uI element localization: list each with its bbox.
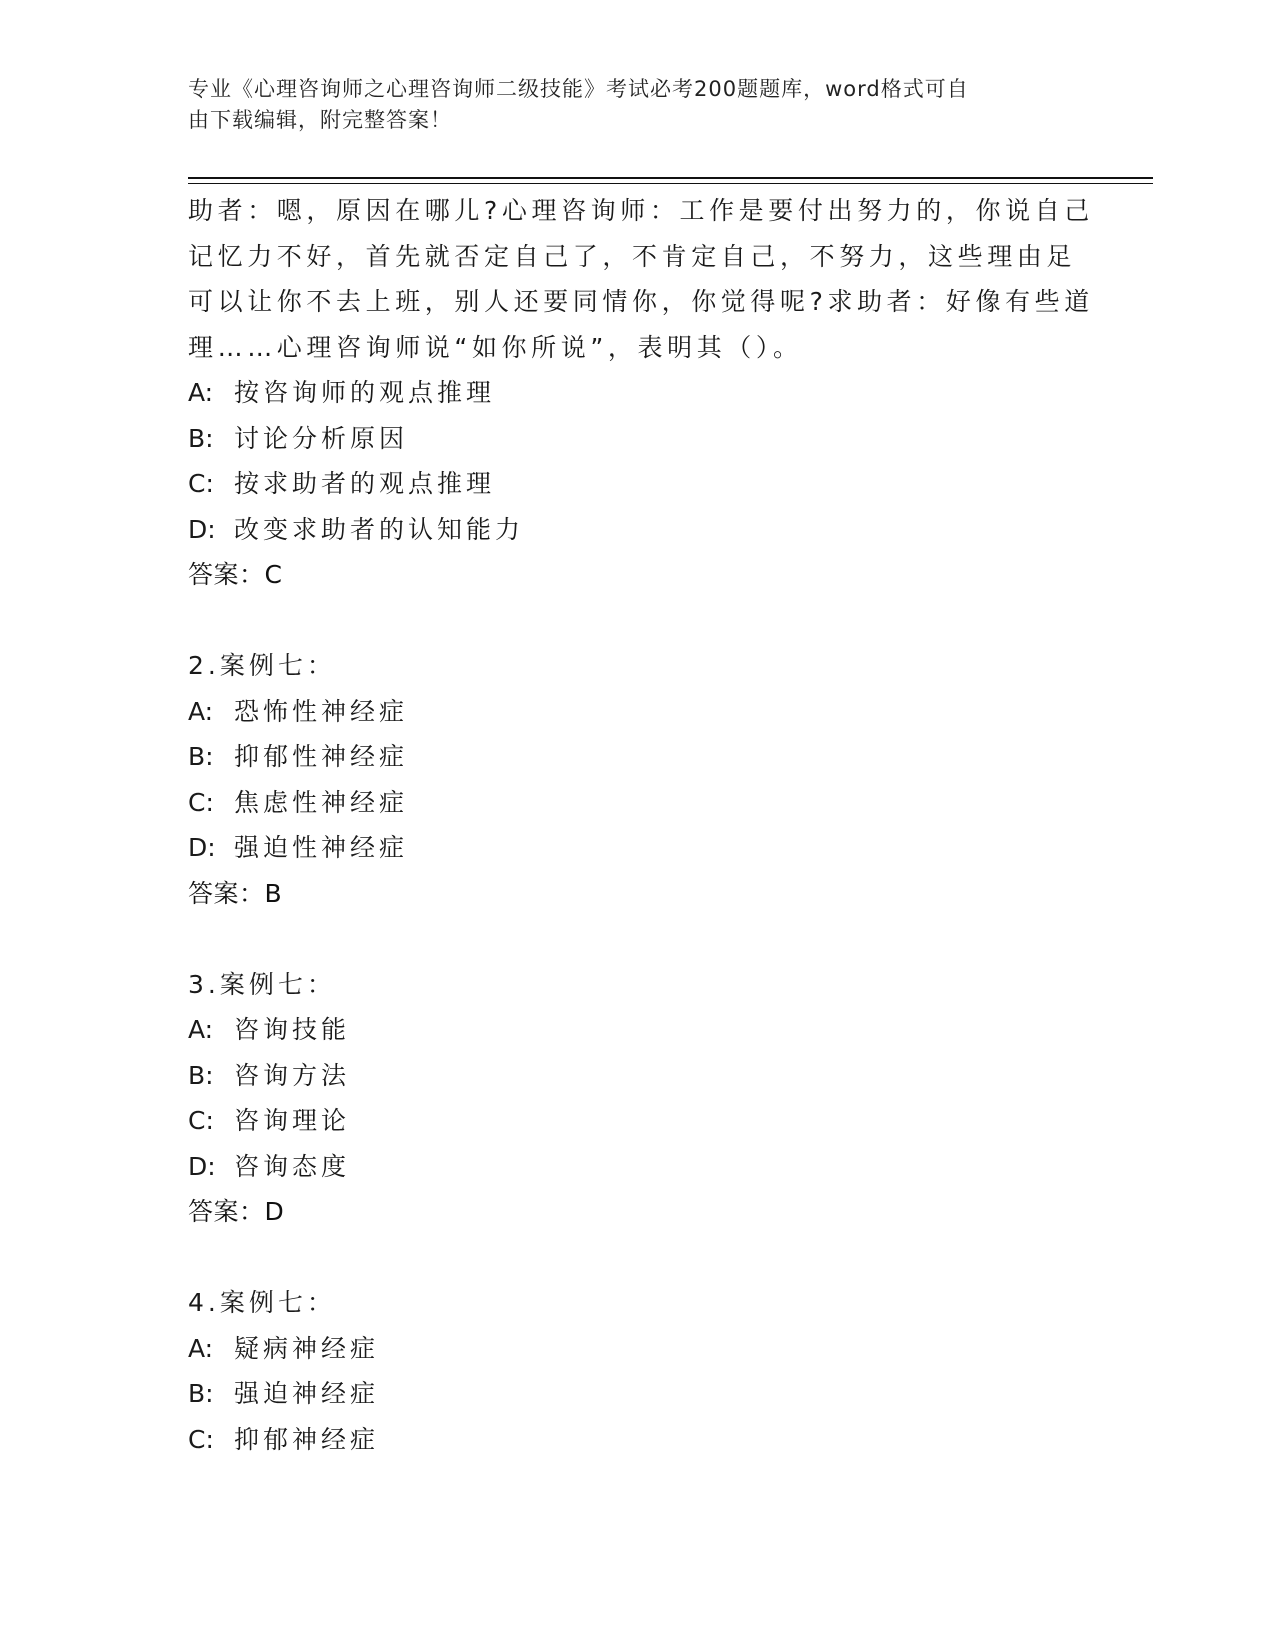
header-line-1: 专业《心理咨询师之心理咨询师二级技能》考试必考200题题库，word格式可自 bbox=[188, 77, 969, 101]
option-b bbox=[188, 1053, 1088, 1099]
option-key: C: bbox=[188, 1106, 214, 1135]
option-d bbox=[188, 1144, 1088, 1190]
option-key: D: bbox=[188, 1151, 216, 1181]
stem-line: 可以让你不去上班，别人还要同情你，你觉得呢?求助者：好像有些道 bbox=[188, 287, 1094, 316]
option-text: 按求助者的观点推理 bbox=[234, 469, 496, 498]
option-key: C: bbox=[188, 1424, 214, 1454]
option-key: B: bbox=[188, 1379, 214, 1408]
option-a bbox=[188, 370, 1088, 416]
option-text: 恐怖性神经症 bbox=[234, 696, 409, 726]
option-text: 改变求助者的认知能力 bbox=[234, 514, 525, 544]
spacer bbox=[188, 598, 1088, 644]
option-text: 强迫神经症 bbox=[234, 1379, 380, 1408]
option-d bbox=[188, 825, 1088, 871]
option-text: 抑郁性神经症 bbox=[234, 742, 409, 771]
option-key: A: bbox=[188, 1333, 214, 1363]
option-c bbox=[188, 1417, 1088, 1463]
option-text: 咨询理论 bbox=[234, 1106, 351, 1135]
option-text: 焦虑性神经症 bbox=[234, 787, 409, 817]
option-key: D: bbox=[188, 514, 216, 544]
option-b bbox=[188, 416, 1088, 462]
question-4-title: 4.案例七： bbox=[188, 1288, 336, 1317]
header-divider-thick bbox=[188, 177, 1153, 179]
spacer bbox=[188, 916, 1088, 962]
question-1-stem bbox=[188, 188, 1094, 370]
option-key: A: bbox=[188, 696, 214, 726]
option-text: 按咨询师的观点推理 bbox=[234, 378, 496, 407]
option-a bbox=[188, 1326, 1088, 1372]
option-text: 强迫性神经症 bbox=[234, 833, 409, 862]
option-b bbox=[188, 1371, 1088, 1417]
stem-line: 记忆力不好，首先就否定自己了，不肯定自己，不努力，这些理由足 bbox=[188, 241, 1077, 271]
stem-line: 助者：嗯，原因在哪儿?心理咨询师：工作是要付出努力的，你说自己 bbox=[188, 196, 1094, 225]
document-header bbox=[188, 74, 1068, 136]
question-3-title: 3.案例七： bbox=[188, 969, 336, 999]
option-text: 疑病神经症 bbox=[234, 1333, 380, 1363]
option-text: 咨询方法 bbox=[234, 1060, 351, 1090]
option-key: B: bbox=[188, 423, 214, 453]
option-key: C: bbox=[188, 469, 214, 498]
option-key: D: bbox=[188, 833, 216, 862]
answer-line: 答案：C bbox=[188, 560, 283, 589]
option-text: 咨询技能 bbox=[234, 1015, 351, 1044]
option-text: 讨论分析原因 bbox=[234, 423, 409, 453]
option-key: A: bbox=[188, 378, 214, 407]
option-key: A: bbox=[188, 1015, 214, 1044]
option-c bbox=[188, 1098, 1088, 1144]
header-line-2: 由下载编辑，附完整答案！ bbox=[188, 108, 452, 132]
option-key: B: bbox=[188, 1060, 214, 1090]
option-b bbox=[188, 734, 1088, 780]
header-divider-thin bbox=[188, 183, 1153, 184]
option-c bbox=[188, 780, 1088, 826]
option-d bbox=[188, 507, 1088, 553]
option-key: B: bbox=[188, 742, 214, 771]
option-a bbox=[188, 1007, 1088, 1053]
option-a bbox=[188, 689, 1088, 735]
question-2-title: 2.案例七： bbox=[188, 651, 336, 680]
stem-line: 理……心理咨询师说“如你所说”，表明其（）。 bbox=[188, 332, 803, 362]
option-text: 咨询态度 bbox=[234, 1151, 351, 1181]
spacer bbox=[188, 1235, 1088, 1281]
answer-line: 答案：D bbox=[188, 1197, 285, 1226]
option-key: C: bbox=[188, 787, 214, 817]
option-text: 抑郁神经症 bbox=[234, 1424, 380, 1454]
answer-line: 答案：B bbox=[188, 878, 283, 908]
document-body bbox=[188, 188, 1094, 1462]
option-c bbox=[188, 461, 1088, 507]
